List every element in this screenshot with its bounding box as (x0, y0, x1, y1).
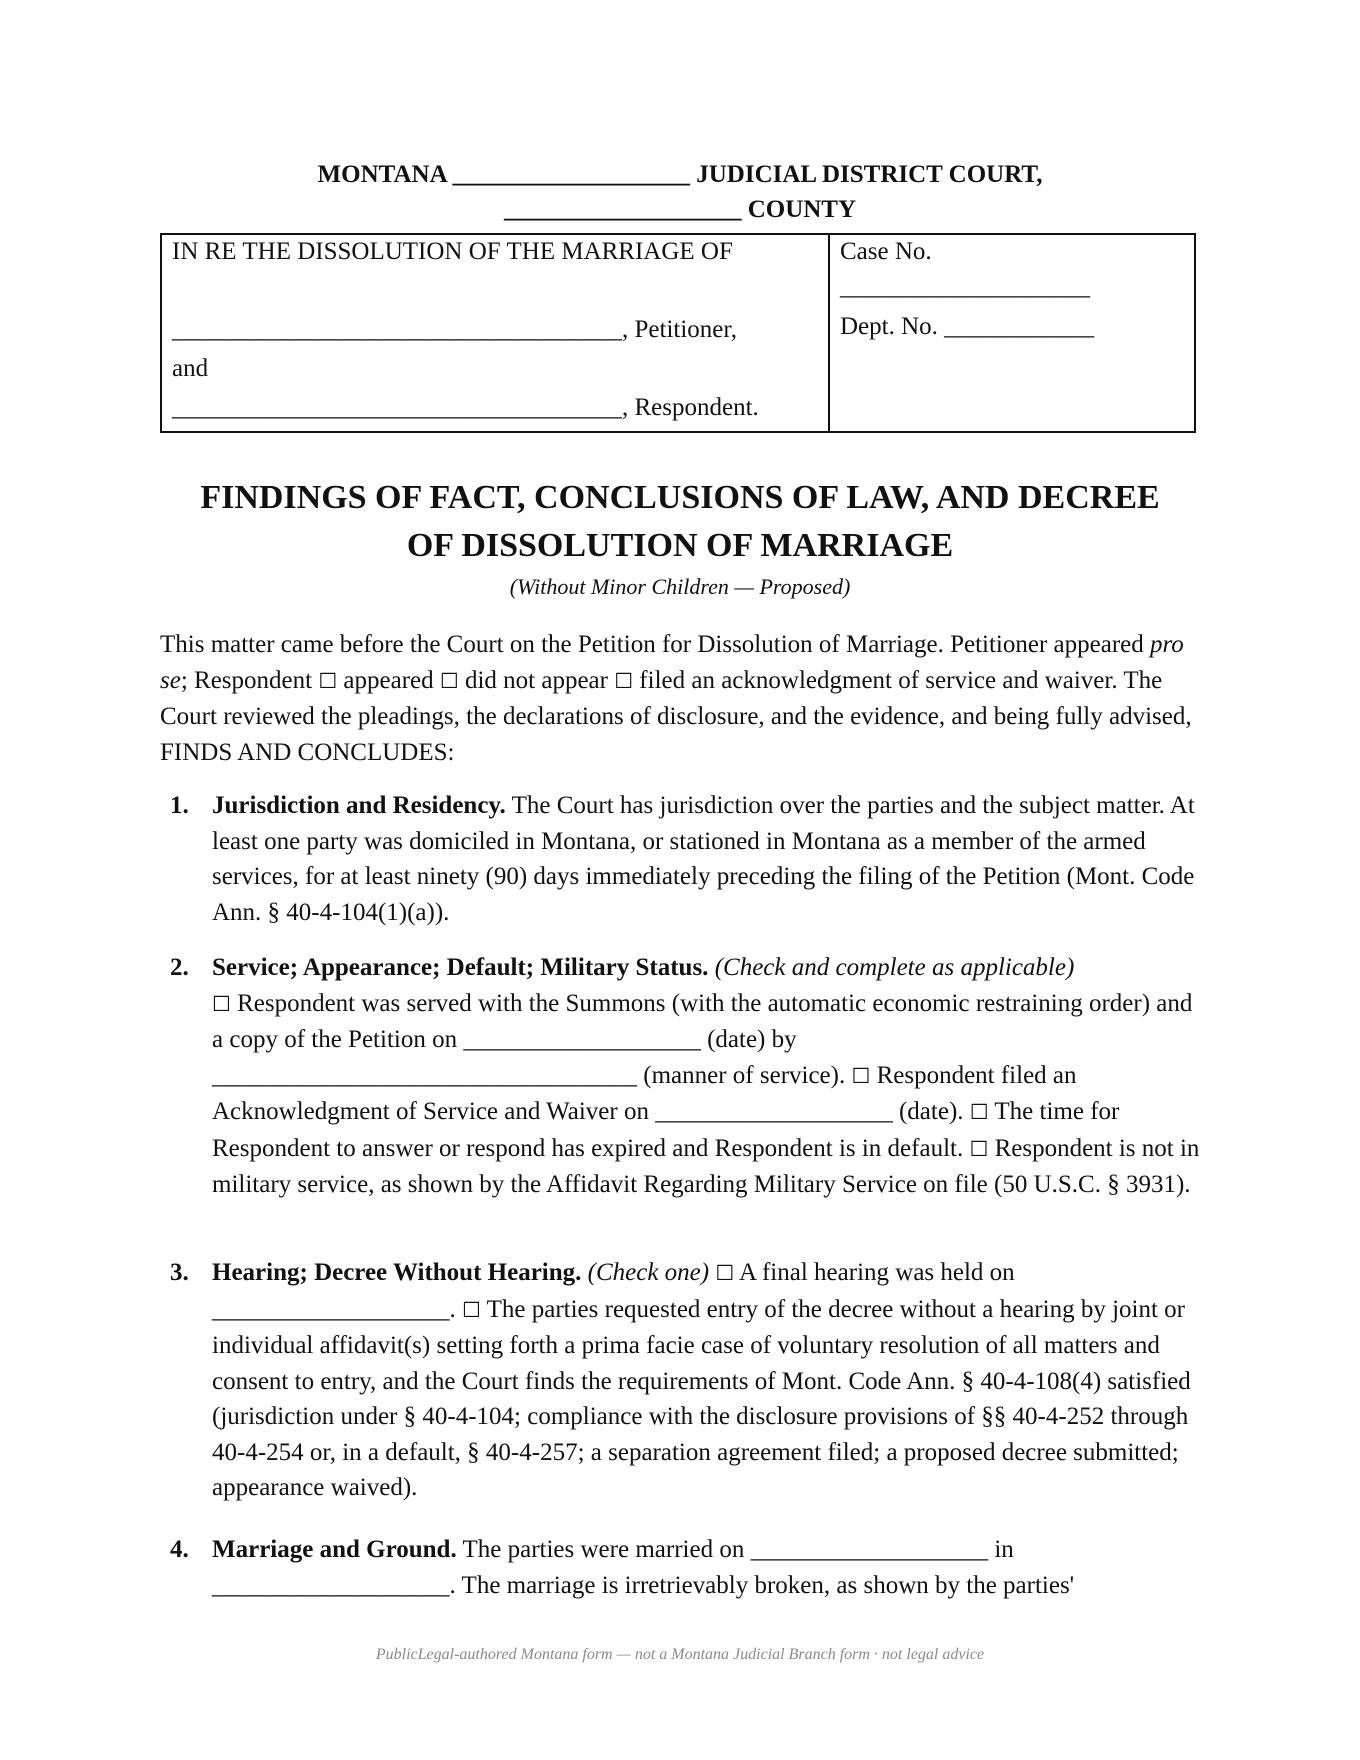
court-name: JUDICIAL DISTRICT COURT, (696, 161, 1043, 188)
item-number: 4. (170, 1536, 189, 1563)
military-text: Respondent is not in military service, as shown by the Affidavit Regarding Military Service on file (50 U.S.C. § 3931). (212, 1134, 1200, 1198)
default-text: The time for Respondent to answer or respond has expired and Respondent is in default. (212, 1098, 1120, 1162)
respondent-line (172, 394, 759, 422)
dept-no-line (840, 313, 1094, 341)
respondent-blank[interactable]: ____________________________________ (172, 394, 622, 421)
appeared-checkbox[interactable]: ☐ (318, 668, 338, 693)
marriage-date-blank[interactable]: ___________________ (750, 1536, 989, 1563)
case-no-label: Case No. (840, 238, 932, 265)
finding-item-1 (170, 788, 1200, 930)
marriage-text: The parties were married on (456, 1536, 751, 1563)
item-text: The Court has jurisdiction over the parties and the subject matter. At least one party was domiciled in Montana, or stationed in Montana as a member of the armed services, for at least ninety (90) days immediately preceding the filing of the Petition (Mont. Code Ann. § 40-4-104(1)(a)). (212, 792, 1195, 926)
title-line2: OF DISSOLUTION OF MARRIAGE (406, 527, 954, 564)
document-title (120, 474, 1240, 570)
county-blank[interactable]: ___________________ (503, 196, 742, 223)
petitioner-label: , Petitioner, (622, 316, 737, 343)
acknowledgment-checkbox[interactable]: ☐ (851, 1063, 871, 1088)
intro-text-2: ; Respondent (180, 666, 319, 694)
court-header-line2 (160, 193, 1200, 227)
intro-text: This matter came before the Court on the Petition for Dissolution of Marriage. Petitioner appeared (160, 631, 1150, 658)
item-note: (Check and complete as applicable) (714, 954, 1075, 981)
state-name: MONTANA (317, 161, 447, 188)
appeared-label: appeared (343, 666, 440, 694)
manner-of-service-blank[interactable]: __________________________________ (212, 1061, 637, 1089)
item-note: (Check one) (587, 1259, 710, 1286)
item-heading: Service; Appearance; Default; Military Status. (212, 954, 709, 981)
without-hearing-checkbox[interactable]: ☐ (462, 1297, 481, 1322)
served-text: Respondent was served with the Summons (with the automatic economic restraining order) and a copy of the Petition on (212, 989, 1193, 1053)
filed-acknowledgment-checkbox[interactable]: ☐ (614, 668, 634, 693)
default-checkbox[interactable]: ☐ (969, 1100, 989, 1124)
hearing-text: A final hearing was held on (734, 1259, 1015, 1286)
county-label: COUNTY (747, 196, 857, 223)
manner-text: (manner of service). (637, 1061, 852, 1089)
without-hearing-text: The parties requested entry of the decree without a hearing by joint or individual affidavit(s) setting forth a prima facie case of voluntary resolution of all matters and consent to entry, and the Court finds the requirements of Mont. Code Ann. § 40-4-108(4) satisfied (jurisdiction under § 40-4-104; compliance with the disclosure provisions of §§ 40-4-252 through 40-4-254 or, in a default, § 40-4-257; a separation agreement filed; a proposed decree submitted; appearance waived). (212, 1295, 1191, 1501)
hearing-held-checkbox[interactable]: ☐ (715, 1261, 735, 1285)
finding-item-3 (170, 1255, 1200, 1506)
petitioner-blank[interactable]: ____________________________________ (172, 316, 622, 343)
service-date-blank[interactable]: ___________________ (463, 1026, 701, 1053)
marriage-text-3: . The marriage is irretrievably broken, as shown by the parties' (449, 1571, 1075, 1599)
pro-se-text: pro se (160, 631, 1184, 694)
did-not-appear-label: did not appear (464, 666, 615, 694)
respondent-label: , Respondent. (622, 394, 759, 421)
document-subtitle: (Without Minor Children — Proposed) (509, 574, 851, 599)
title-line1: FINDINGS OF FACT, CONCLUSIONS OF LAW, AND DECREE (200, 479, 1160, 516)
petitioner-line (172, 316, 737, 344)
caption-parties (162, 235, 830, 431)
item-heading: Hearing; Decree Without Hearing. (212, 1259, 582, 1286)
served-checkbox[interactable]: ☐ (212, 991, 231, 1016)
acknowledgment-text-2: (date). (892, 1098, 970, 1125)
did-not-appear-checkbox[interactable]: ☐ (439, 668, 459, 693)
dept-no-label: Dept. No. (840, 313, 938, 340)
case-no-blank[interactable]: ____________________ (840, 273, 1090, 300)
hearing-text-2: . (449, 1295, 462, 1323)
acknowledgment-date-blank[interactable]: ___________________ (655, 1098, 893, 1125)
district-blank[interactable]: ___________________ (452, 161, 690, 188)
and-line: and (172, 355, 209, 382)
finding-item-2 (170, 950, 1200, 1203)
intro-paragraph (160, 627, 1200, 770)
item-number: 2. (170, 954, 189, 981)
finding-item-4 (170, 1532, 1200, 1603)
military-checkbox[interactable]: ☐ (969, 1136, 989, 1161)
item-number: 3. (170, 1259, 189, 1286)
hearing-date-blank[interactable]: ___________________ (212, 1295, 450, 1323)
item-number: 1. (170, 792, 189, 819)
item-heading: Jurisdiction and Residency. (212, 792, 506, 819)
served-text-2: (date) by (700, 1026, 797, 1053)
item-heading: Marriage and Ground. (212, 1536, 457, 1563)
page-footer: PublicLegal-authored Montana form — not a Montana Judicial Branch form · not legal advice (375, 1646, 985, 1663)
caption-case-info (830, 235, 1194, 431)
dept-no-blank[interactable]: ____________ (944, 313, 1095, 340)
court-header-line1 (160, 158, 1200, 192)
acknowledgment-text: Respondent filed an Acknowledgment of Service and Waiver on (212, 1061, 1077, 1125)
case-caption-box (160, 233, 1196, 433)
marriage-place-blank[interactable]: ___________________ (212, 1571, 450, 1599)
in-re-line: IN RE THE DISSOLUTION OF THE MARRIAGE OF (172, 238, 733, 265)
filed-acknowledgment-label: filed an acknowledgment of service and waiver. The Court reviewed the pleadings, the declarations of disclosure, and the evidence, and being fully advised, FINDS AND CONCLUDES: (160, 666, 1192, 766)
marriage-text-2: in (988, 1536, 1014, 1563)
